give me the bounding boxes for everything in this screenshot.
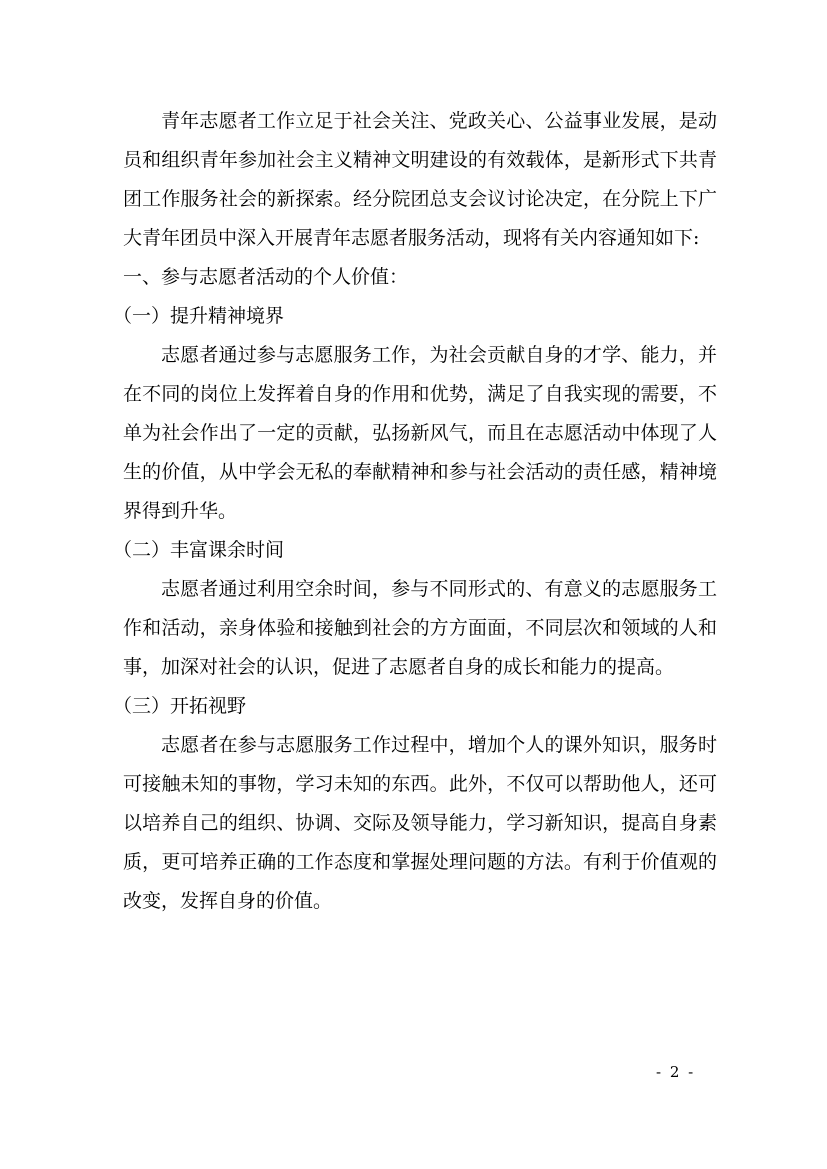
subsection-paragraph: 志愿者通过参与志愿服务工作，为社会贡献自身的才学、能力，并在不同的岗位上发挥着自身的作用和优势，满足了自我实现的需要，不单为社会作出了一定的贡献，弘扬新风气，而且在志愿活动中体现了人生的价值，从中学会无私的奉献精神和参与社会活动的责任感，精神境界得到升华。: [123, 344, 717, 522]
subsection-heading: （三）开拓视野: [113, 695, 247, 717]
document-body: [113, 102, 717, 921]
intro-paragraph: 青年志愿者工作立足于社会关注、党政关心、公益事业发展，是动员和组织青年参加社会主义精神文明建设的有效载体，是新形式下共青团工作服务社会的新探索。经分院团总支会议讨论决定，在分院上下广大青年团员中深入开展青年志愿者服务活动，现将有关内容通知如下:: [123, 110, 717, 249]
section-heading: 一、参与志愿者活动的个人价值：: [123, 266, 409, 288]
page-number: - 2 -: [656, 1063, 696, 1081]
subsection-paragraph: 志愿者通过利用空余时间，参与不同形式的、有意义的志愿服务工作和活动，亲身体验和接触到社会的方方面面，不同层次和领域的人和事，加深对社会的认识，促进了志愿者自身的成长和能力的提高。: [123, 578, 717, 678]
subsection-heading: （一）提升精神境界: [113, 305, 285, 327]
subsection-heading: （二）丰富课余时间: [113, 539, 285, 561]
subsection-paragraph: 志愿者在参与志愿服务工作过程中，增加个人的课外知识，服务时可接触未知的事物，学习未知的东西。此外，不仅可以帮助他人，还可以培养自己的组织、协调、交际及领导能力，学习新知识，提高自身素质，更可培养正确的工作态度和掌握处理问题的方法。有利于价值观的改变，发挥自身的价值。: [123, 734, 717, 912]
